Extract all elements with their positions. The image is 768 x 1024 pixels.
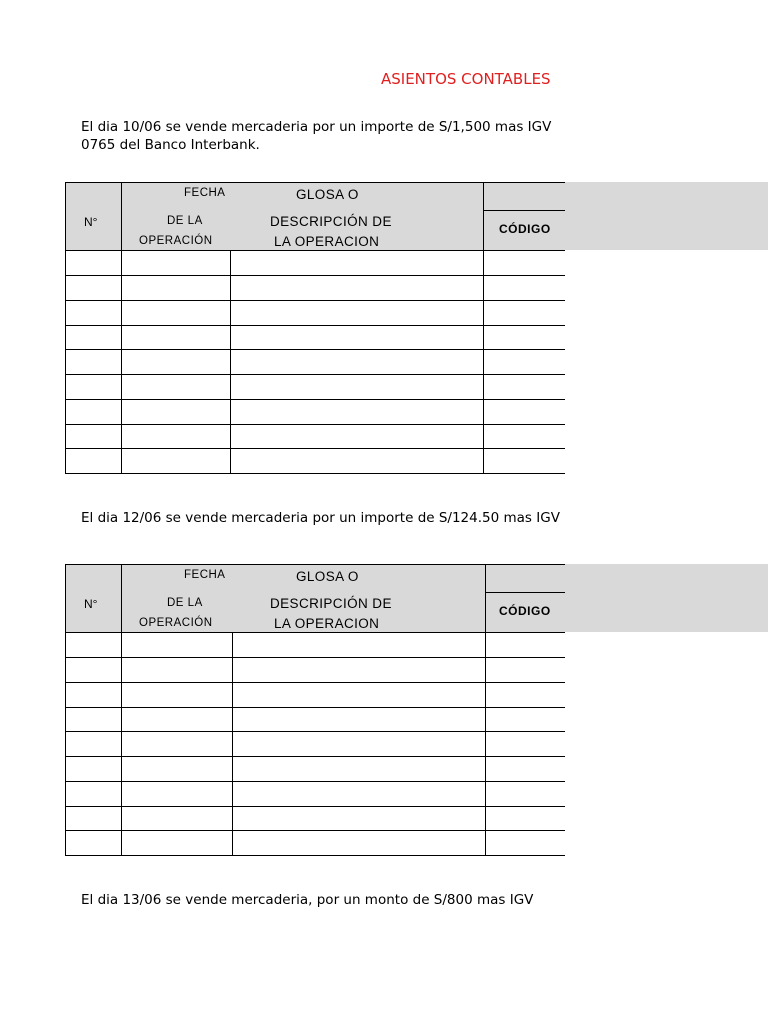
header-gloss-line-2: DESCRIPCIÓN DE xyxy=(270,214,392,229)
header-number: N° xyxy=(84,215,98,229)
header-fill-overflow-1 xyxy=(565,182,768,250)
header-code: CÓDIGO xyxy=(499,604,551,618)
header-date-line-3: OPERACIÓN xyxy=(139,617,213,629)
statement-1-line-1: El dia 10/06 se vende mercaderia por un importe de S/1,500 mas IGV xyxy=(81,119,552,135)
header-gloss-line-2: DESCRIPCIÓN DE xyxy=(270,596,392,611)
header-date-line-3: OPERACIÓN xyxy=(139,235,213,247)
statement-2-line-1: El dia 12/06 se vende mercaderia por un importe de S/124.50 mas IGV xyxy=(81,510,560,526)
statement-1-line-2: 0765 del Banco Interbank. xyxy=(81,137,260,153)
header-number: N° xyxy=(84,597,98,611)
header-gloss-line-3: LA OPERACION xyxy=(274,234,380,249)
journal-table-1 xyxy=(65,182,565,474)
statement-3-line-1: El dia 13/06 se vende mercaderia, por un monto de S/800 mas IGV xyxy=(81,892,534,908)
header-date-line-1: FECHA xyxy=(184,187,226,199)
document-title: ASIENTOS CONTABLES xyxy=(381,70,551,88)
header-code: CÓDIGO xyxy=(499,222,551,236)
header-gloss-line-1: GLOSA O xyxy=(296,187,359,202)
header-fill-overflow-2 xyxy=(565,564,768,632)
header-date-line-1: FECHA xyxy=(184,569,226,581)
header-date-line-2: DE LA xyxy=(167,597,203,609)
journal-table-2 xyxy=(65,564,565,856)
header-date-line-2: DE LA xyxy=(167,215,203,227)
header-gloss-line-1: GLOSA O xyxy=(296,569,359,584)
header-gloss-line-3: LA OPERACION xyxy=(274,616,380,631)
